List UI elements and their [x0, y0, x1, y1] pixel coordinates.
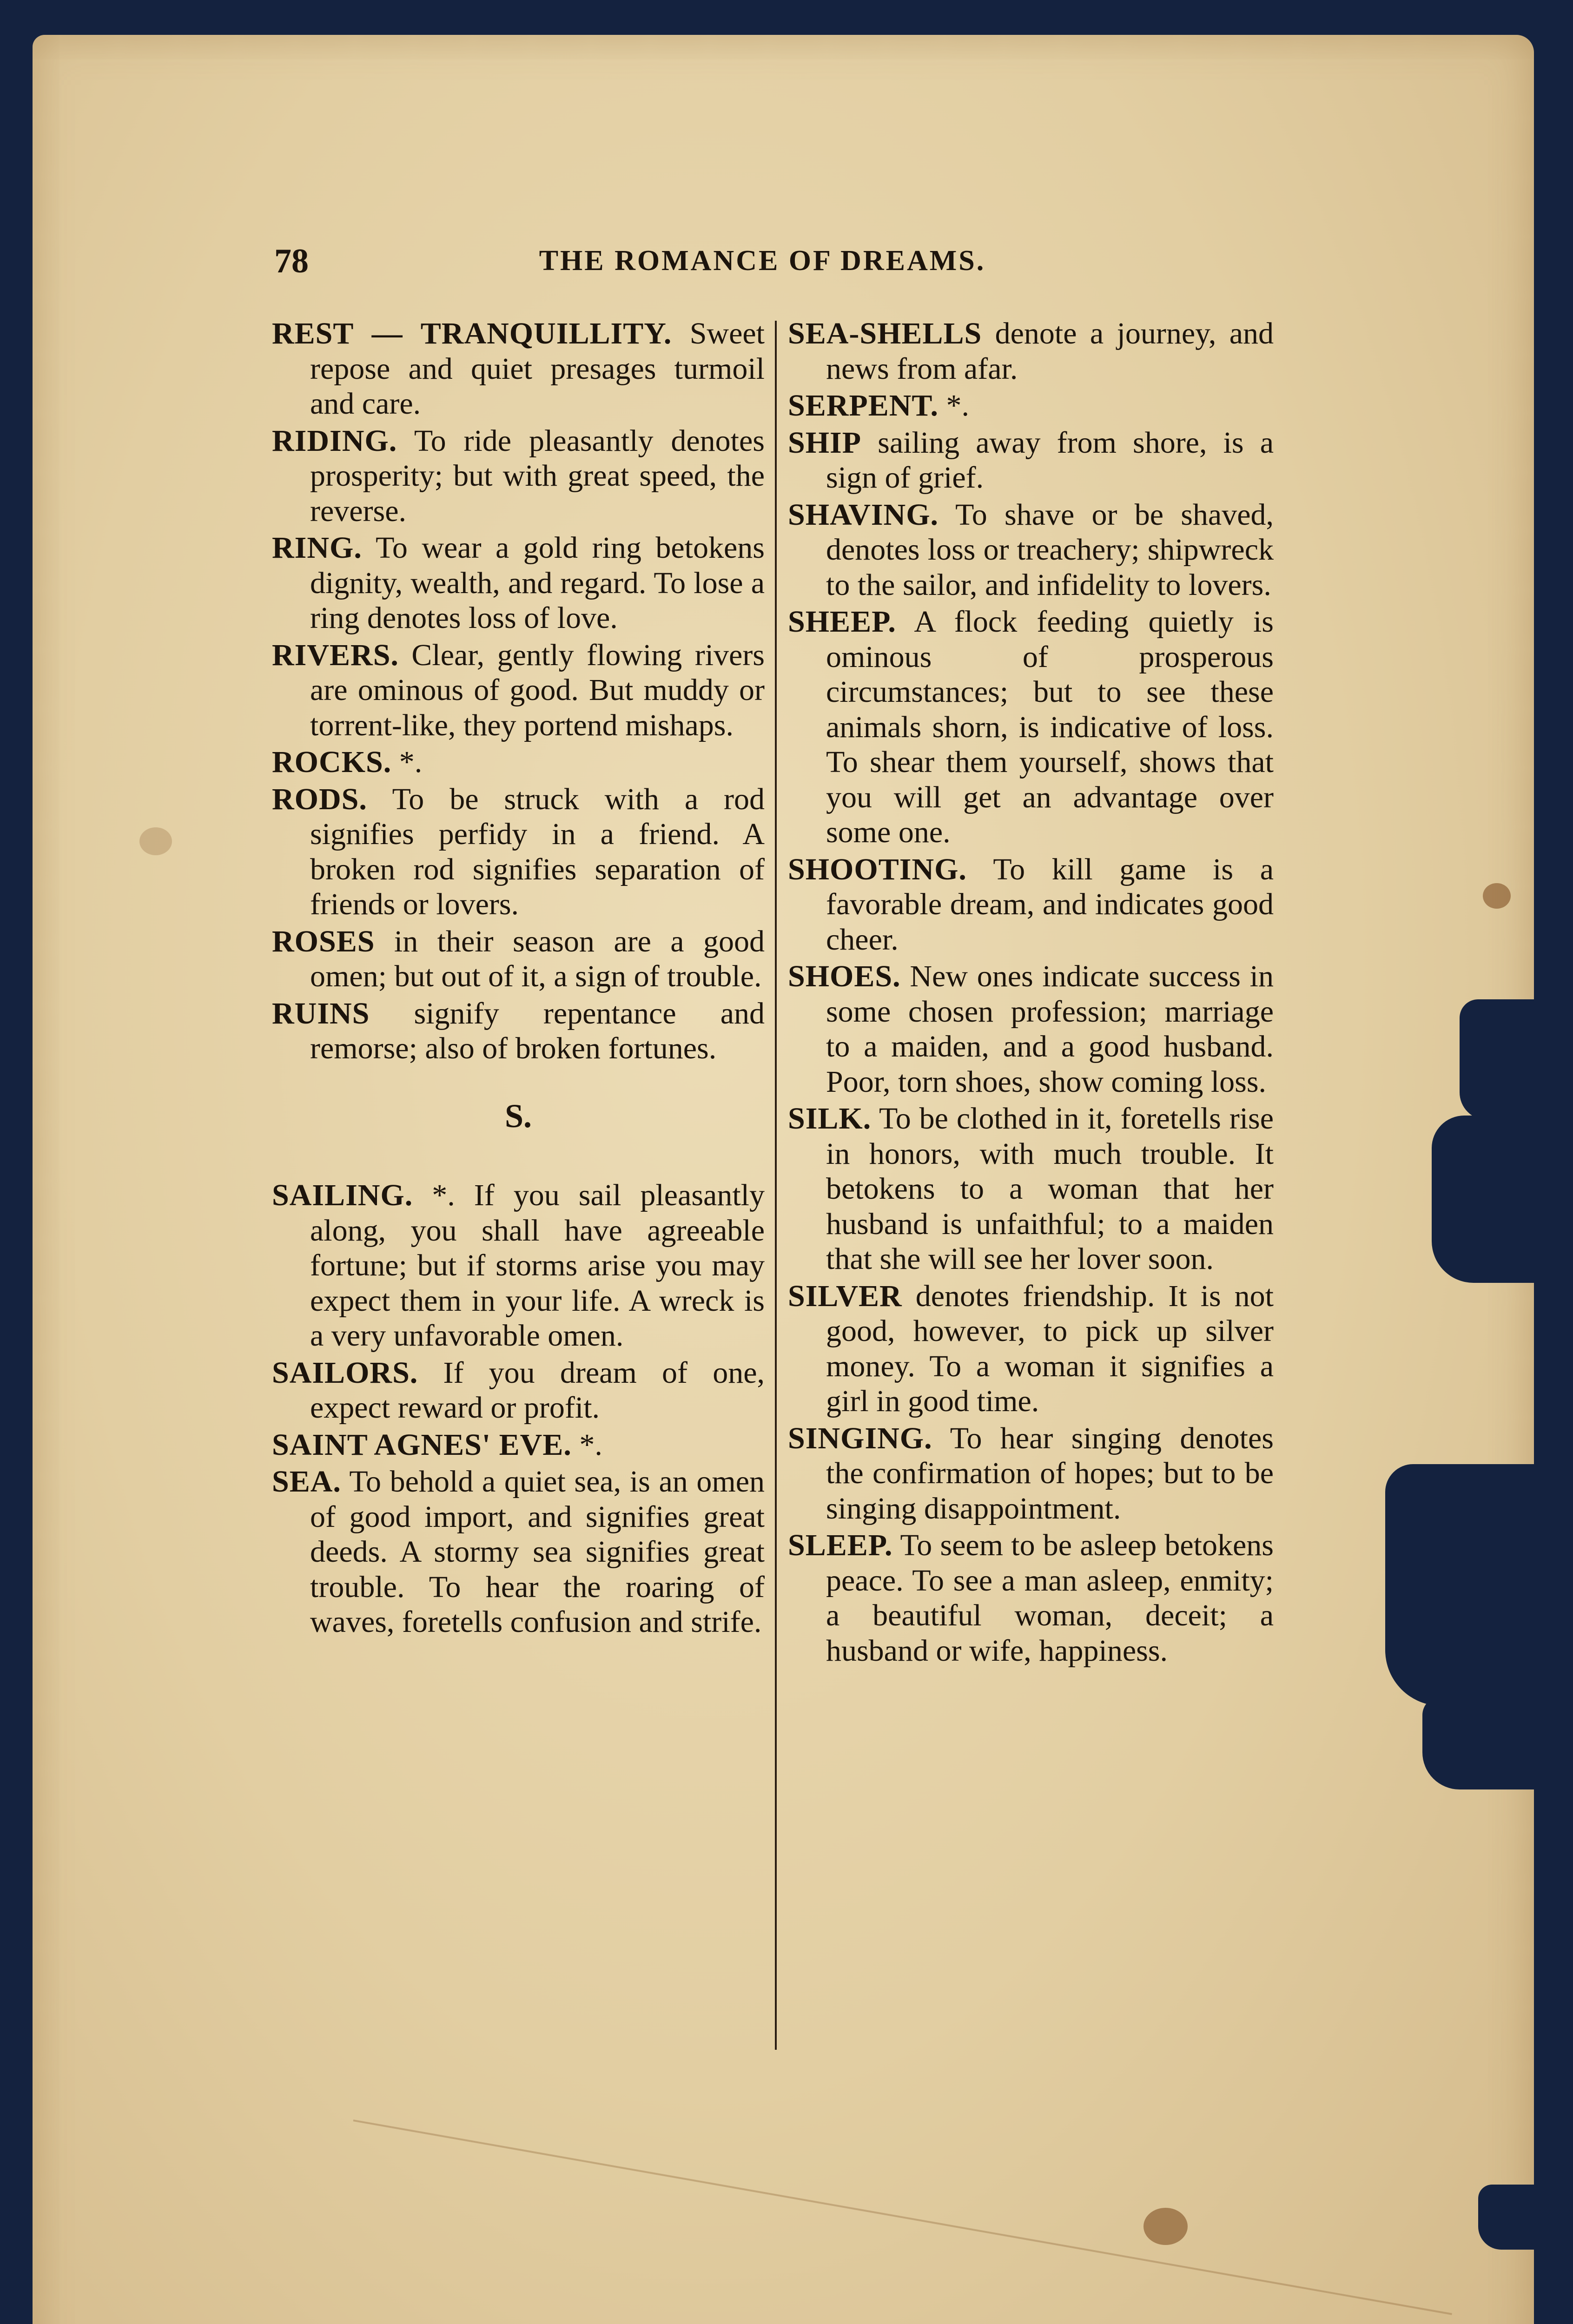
- dictionary-entry: [788, 1528, 1274, 1668]
- section-heading: S.: [504, 1097, 532, 1135]
- entry-headword: SLEEP.: [788, 1528, 893, 1562]
- dictionary-entry: [788, 959, 1274, 1099]
- dictionary-entry: [272, 638, 765, 743]
- entry-definition: *.: [946, 389, 970, 423]
- entry-headword: REST — TRANQUILLITY.: [272, 317, 672, 350]
- dictionary-entry: [272, 530, 765, 636]
- entry-definition: To behold a quiet sea, is an omen of good import, and signifies great deeds. A stormy sea signifies great trouble. To hear the roaring of waves, foretells confusion and strife.: [310, 1465, 765, 1639]
- torn-edge: [1478, 2185, 1553, 2250]
- torn-edge: [1385, 1464, 1553, 1706]
- entry-definition: signify repentance and remorse; also of broken fortunes.: [310, 996, 765, 1065]
- entry-definition: To be struck with a rod signifies perfidy in a friend. A broken rod signifies separation of friends or lovers.: [310, 782, 765, 921]
- entry-definition: To seem to be asleep betokens peace. To see a man asleep, enmity; a beautiful woman, deceit; a husband or wife, happiness.: [826, 1528, 1274, 1668]
- page-number: 78: [274, 242, 309, 280]
- entry-headword: SILVER: [788, 1279, 902, 1313]
- book-page: [33, 35, 1534, 2324]
- entry-definition: To be clothed in it, foretells rise in honors, with much trouble. It betokens to a woman that her husband is unfaithful; to a maiden that she will see her lover soon.: [826, 1102, 1274, 1276]
- entry-headword: SHOES.: [788, 959, 901, 993]
- entry-definition: sailing away from shore, is a sign of grief.: [826, 425, 1274, 495]
- entry-definition: denotes friendship. It is not good, however, to pick up silver money. To a woman it signifies a girl in good time.: [826, 1279, 1274, 1418]
- dictionary-entry: [788, 604, 1274, 850]
- entry-list: [272, 316, 765, 1066]
- dictionary-entry: [788, 497, 1274, 603]
- dictionary-entry: [272, 996, 765, 1066]
- running-head: [270, 242, 1255, 284]
- entry-headword: RIVERS.: [272, 638, 399, 672]
- entry-headword: SHEEP.: [788, 605, 896, 639]
- entry-headword: SHIP: [788, 425, 862, 460]
- entry-headword: RIDING.: [272, 423, 397, 458]
- entry-headword: SAILORS.: [272, 1355, 418, 1390]
- entry-definition: *.: [579, 1427, 602, 1462]
- entry-headword: RODS.: [272, 782, 367, 816]
- entry-definition: *. If you sail pleasantly along, you shall have agreeable fortune; but if storms arise you may expect them in your life. A wreck is a very unfavorable omen.: [310, 1178, 765, 1353]
- dictionary-entry: [272, 1427, 765, 1463]
- entry-headword: SAINT AGNES' EVE.: [272, 1427, 572, 1462]
- entry-headword: SINGING.: [788, 1421, 932, 1455]
- torn-edge: [1460, 999, 1553, 1120]
- dictionary-entry: [272, 316, 765, 422]
- right-column: [788, 316, 1274, 1670]
- entry-definition: If you dream of one, expect reward or profit.: [310, 1355, 765, 1425]
- dictionary-entry: [788, 852, 1274, 957]
- entry-definition: To wear a gold ring betokens dignity, wealth, and regard. To lose a ring denotes loss of love.: [310, 531, 765, 635]
- dictionary-entry: [272, 1178, 765, 1353]
- entry-definition: To ride pleasantly denotes prosperity; but with great speed, the reverse.: [310, 423, 765, 528]
- dictionary-entry: [272, 1464, 765, 1640]
- entry-definition: To shave or be shaved, denotes loss or treachery; shipwreck to the sailor, and infidelity to lovers.: [826, 497, 1274, 602]
- entry-headword: SAILING.: [272, 1178, 413, 1212]
- dictionary-entry: [788, 1421, 1274, 1526]
- dictionary-entry: [272, 782, 765, 922]
- entry-definition: Sweet repose and quiet presages turmoil and care.: [310, 317, 765, 421]
- entry-definition: denote a journey, and news from afar.: [826, 317, 1274, 386]
- dictionary-entry: [788, 388, 1274, 423]
- entry-list: [272, 1178, 765, 1640]
- dictionary-entry: [272, 745, 765, 780]
- dictionary-entry: [272, 924, 765, 994]
- entry-headword: SHAVING.: [788, 497, 939, 532]
- entry-definition: New ones indicate success in some chosen profession; marriage to a maiden, and a good husband. Poor, torn shoes, show coming loss.: [826, 959, 1274, 1099]
- torn-edge: [1432, 1116, 1553, 1283]
- entry-definition: in their season are a good omen; but out of it, a sign of trouble.: [310, 924, 765, 993]
- entry-headword: SERPENT.: [788, 389, 939, 423]
- entry-definition: To hear singing denotes the confirmation of hopes; but to be singing disappointment.: [826, 1421, 1274, 1525]
- entry-definition: Clear, gently flowing rivers are ominous of good. But muddy or torrent-like, they portend mishaps.: [310, 638, 765, 742]
- torn-edge: [1422, 1697, 1553, 1789]
- dictionary-entry: [272, 1355, 765, 1426]
- entry-headword: SHOOTING.: [788, 852, 967, 886]
- dictionary-entry: [788, 1101, 1274, 1277]
- entry-headword: ROSES: [272, 924, 375, 958]
- dictionary-entry: [788, 1279, 1274, 1419]
- entry-definition: *.: [399, 745, 423, 779]
- left-column: [272, 316, 765, 1642]
- age-stain: [1483, 883, 1511, 909]
- entry-definition: A flock feeding quietly is ominous of prosperous circumstances; but to see these animals shorn, is indicative of loss. To shear them yourself, shows that you will get an advantage over some one.: [826, 605, 1274, 849]
- entry-list: [788, 316, 1274, 1668]
- column-divider: [775, 321, 777, 2050]
- entry-headword: SILK.: [788, 1102, 872, 1136]
- entry-headword: SEA-SHELLS: [788, 317, 982, 350]
- page-title: THE ROMANCE OF DREAMS.: [539, 245, 986, 277]
- dictionary-entry: [788, 425, 1274, 495]
- entry-definition: To kill game is a favorable dream, and indicates good cheer.: [826, 852, 1274, 957]
- entry-headword: ROCKS.: [272, 745, 392, 779]
- age-stain: [1143, 2208, 1188, 2245]
- entry-headword: RUINS: [272, 996, 370, 1030]
- age-stain: [139, 827, 172, 855]
- entry-headword: SEA.: [272, 1465, 341, 1499]
- dictionary-entry: [272, 423, 765, 529]
- dictionary-entry: [788, 316, 1274, 386]
- entry-headword: RING.: [272, 531, 362, 565]
